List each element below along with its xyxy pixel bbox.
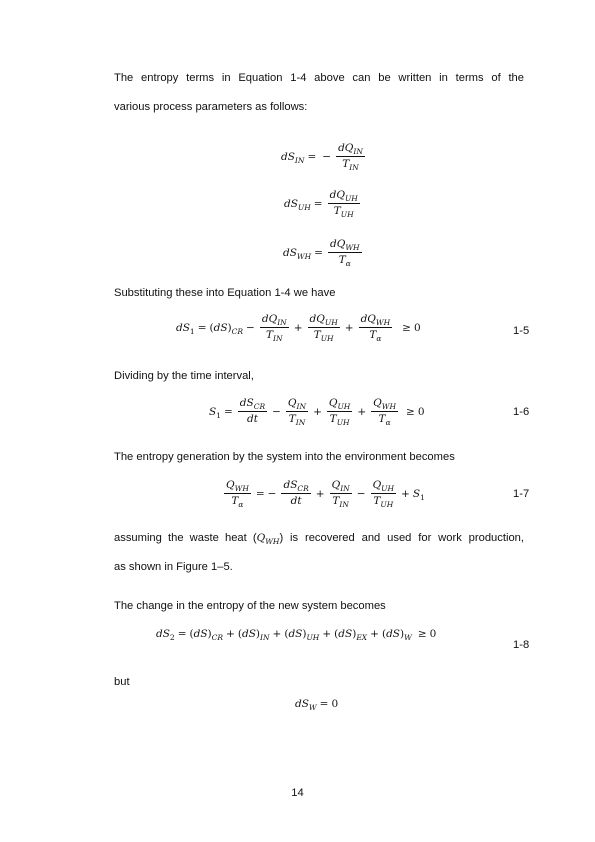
equation-1-6: $S_1$ = $\frac{dS_{CR}}{dt}$ − $\frac{Q_{IN}}{T_{IN}}$ + $\frac{Q_{UH}}{T_{UH}}$ + $\frac{Q_{WH}}{T_\alpha}$ ≥ 0	[209, 397, 425, 427]
substituting-text: Substituting these into Equation 1-4 we have	[114, 287, 336, 299]
waste-heat-symbol: $Q_{WH}$	[256, 532, 280, 546]
intro-line-1: The entropy terms in Equation 1-4 above can be written in terms of the	[114, 72, 524, 84]
equation-number-1-5: 1-5	[513, 325, 530, 337]
equation-ds-wh: $dS_{WH}$ = $\frac{dQ_{WH}}{T_\alpha}$	[283, 238, 360, 268]
shown-in-text: as shown in Figure 1–5.	[114, 561, 233, 573]
change-text: The change in the entropy of the new system becomes	[114, 600, 386, 612]
equation-1-7: $\frac{Q_{WH}}{T_\alpha}$ = − $\frac{dS_{CR}}{dt}$ + $\frac{Q_{IN}}{T_{IN}}$ − $\frac{Q_{UH}}{T_{UH}}$ + $S_1$	[226, 479, 425, 509]
equation-ds-in: $dS_{IN}$ = − $\frac{dQ_{IN}}{T_{IN}}$	[281, 142, 363, 172]
equation-1-8: $dS_2$ = $(dS)_{CR}$ + $(dS)_{IN}$ + $(dS)_{UH}$ + $(dS)_{EX}$ + $(dS)_W$ ≥ 0	[156, 628, 437, 642]
assuming-line	[114, 530, 524, 546]
dividing-text: Dividing by the time interval,	[114, 370, 254, 382]
page-number: 14	[291, 787, 304, 799]
assuming-text-end: ) is recovered and used for work production,	[279, 532, 524, 544]
equation-ds-w: $dS_W$ = 0	[295, 698, 339, 712]
but-text: but	[114, 676, 130, 688]
equation-ds-uh: $dS_{UH}$ = $\frac{dQ_{UH}}{T_{UH}}$	[284, 189, 358, 219]
generation-text: The entropy generation by the system into the environment becomes	[114, 451, 455, 463]
equation-number-1-6: 1-6	[513, 406, 530, 418]
assuming-text-start: assuming the waste heat (	[114, 532, 257, 544]
equation-number-1-7: 1-7	[513, 488, 530, 500]
equation-1-5: $dS_1$ = $(dS)_{CR}$ − $\frac{dQ_{IN}}{T_{IN}}$ + $\frac{dQ_{UH}}{T_{UH}}$ + $\frac{dQ_{WH}}{T_\alpha}$ ≥ 0	[176, 313, 421, 343]
intro-line-2: various process parameters as follows:	[114, 101, 308, 113]
equation-number-1-8: 1-8	[513, 639, 530, 651]
